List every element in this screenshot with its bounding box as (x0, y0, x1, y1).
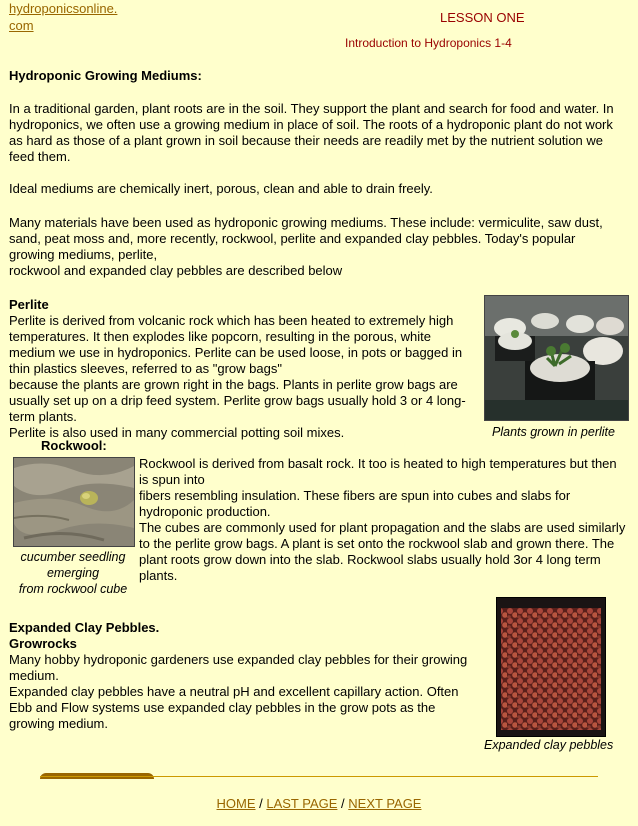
rockwool-text-2: fibers resembling insulation. These fibers are spun into cubes and slabs for hydroponic production. (139, 488, 571, 519)
rockwool-heading: Rockwool: (41, 438, 107, 453)
intro-paragraph-2: Ideal mediums are chemically inert, porous, clean and able to drain freely. (9, 181, 433, 196)
intro-paragraph-3-text: Many materials have been used as hydroponic growing mediums. These include: vermiculite, saw dust, sand, peat moss and, more recently, rockwool, perlite and expanded clay pebbles. Today's popular growing mediums, perlite, (9, 215, 603, 262)
intro-paragraph-3-text-2: rockwool and expanded clay pebbles are described below (9, 263, 343, 278)
perlite-heading: Perlite (9, 297, 49, 312)
footer-divider (40, 776, 598, 777)
rockwool-photo (13, 457, 135, 547)
site-link-line1[interactable]: hydroponicsonline. (9, 1, 118, 16)
rockwool-text-1: Rockwool is derived from basalt rock. It too is heated to high temperatures but then is spun into (139, 456, 617, 487)
rockwool-caption-line2: emerging (46, 566, 100, 580)
perlite-photo-image (485, 296, 628, 420)
intro-paragraph-1: In a traditional garden, plant roots are in the soil. They support the plant and search for food and water. In hydroponics, we often use a growing medium in place of soil. The roots of a hydroponic plant do not work as hard as those of a plant grown in soil because their needs are readily met by the nutrient solution we feed them. (9, 101, 614, 164)
lesson-subtitle: Introduction to Hydroponics 1-4 (345, 36, 512, 50)
lesson-label: LESSON ONE (440, 10, 525, 25)
rockwool-caption-line1: cucumber seedling (20, 550, 126, 564)
perlite-text-2: because the plants are grown right in the bags. Plants in perlite grow bags are usually set up on a drip feed system. Perlite grow bags usually hold 3 or 4 long-term plants. (9, 377, 466, 424)
rockwool-text-3: The cubes are commonly used for plant propagation and the slabs are used similarly to the perlite grow bags. A plant is set onto the rockwool slab and grown there. The plant roots grow down into the slab. Rockwool slabs usually hold 3or 4 long term plants. (139, 520, 626, 583)
rockwool-caption-line3: from rockwool cube (18, 582, 128, 596)
clay-photo-image (497, 598, 605, 736)
rockwool-caption (13, 549, 133, 597)
clay-caption: Expanded clay pebbles (484, 738, 614, 752)
nav-separator: / (337, 796, 349, 811)
clay-subheading: Growrocks (9, 636, 77, 651)
perlite-text (9, 313, 471, 441)
perlite-text-1: Perlite is derived from volcanic rock which has been heated to extremely high temperatures. It then explodes like popcorn, resulting in the porous, white medium we use in hydroponics. Perlite can be used loose, in pots or bagged in thin plastics sleeves, referred to as "grow bags" (9, 313, 463, 376)
home-link[interactable]: HOME (216, 796, 256, 811)
perlite-text-3: Perlite is also used in many commercial potting soil mixes. (9, 425, 345, 440)
section-title: Hydroponic Growing Mediums: (9, 68, 202, 83)
clay-text-2: Expanded clay pebbles have a neutral pH and excellent capillary action. Often Ebb and Flow systems use expanded clay pebbles in the grow pots as the growing medium. (9, 684, 459, 731)
intro-paragraph-3 (9, 215, 621, 279)
site-home-link[interactable] (9, 0, 129, 34)
perlite-photo (484, 295, 629, 421)
last-page-link[interactable]: LAST PAGE (266, 796, 338, 811)
perlite-caption: Plants grown in perlite (492, 425, 615, 439)
nav-separator: / (255, 796, 267, 811)
clay-text (9, 652, 475, 732)
rockwool-text (139, 456, 626, 584)
clay-text-1: Many hobby hydroponic gardeners use expanded clay pebbles for their growing medium. (9, 652, 468, 683)
rockwool-photo-image (14, 458, 134, 546)
clay-heading: Expanded Clay Pebbles. (9, 620, 160, 635)
next-page-link[interactable]: NEXT PAGE (348, 796, 422, 811)
site-link-line2[interactable]: com (9, 18, 34, 33)
footer-nav (0, 796, 638, 812)
clay-photo (496, 597, 606, 737)
